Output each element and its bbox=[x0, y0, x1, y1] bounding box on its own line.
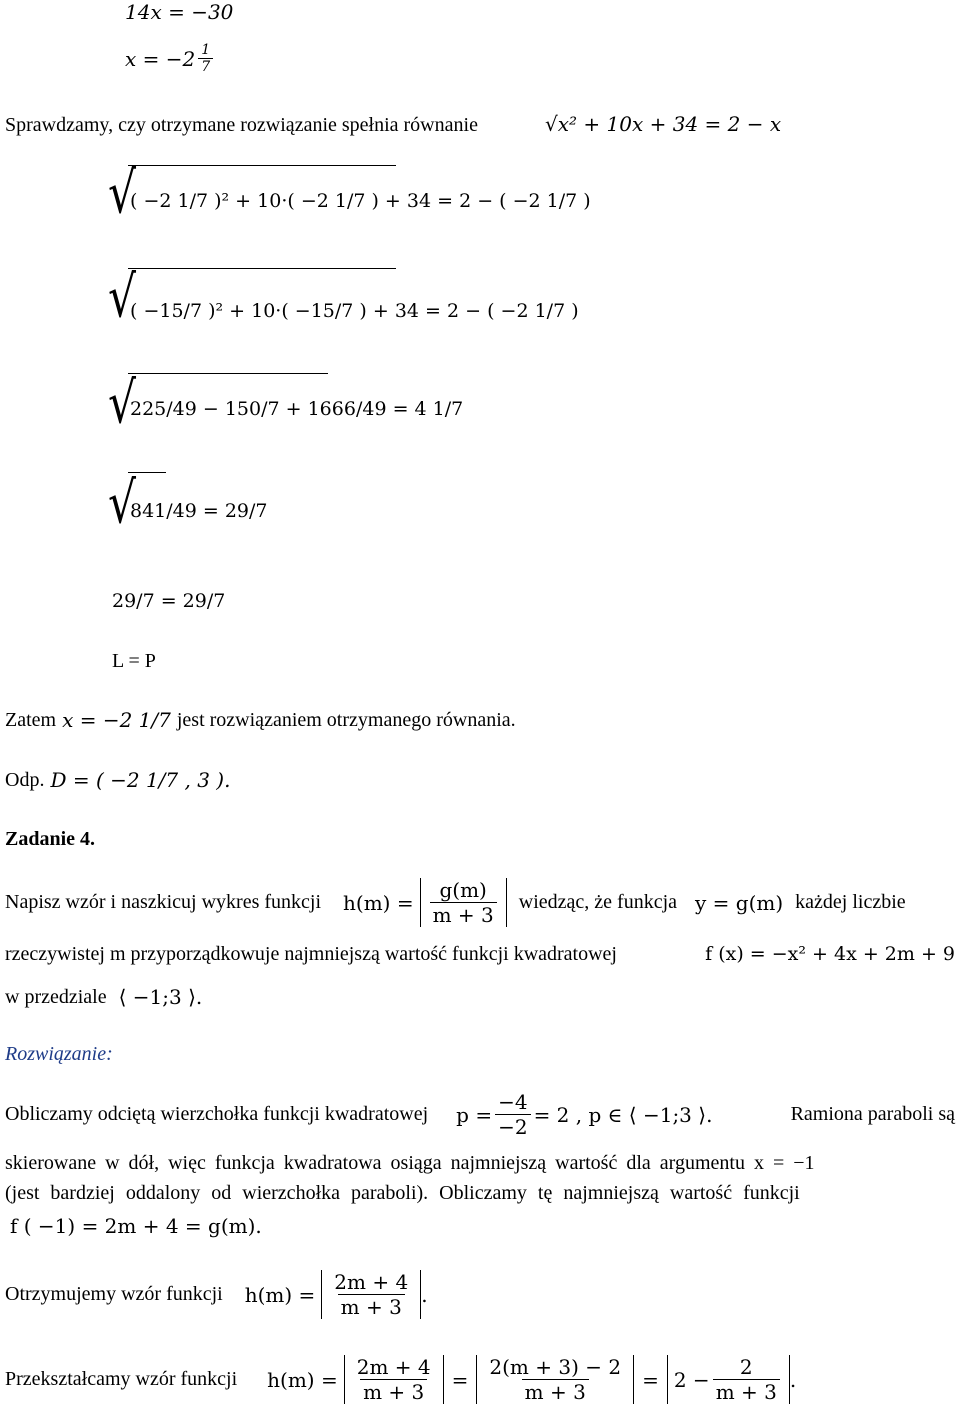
equation-x-value bbox=[125, 42, 216, 75]
sqrt-icon: √ bbox=[108, 470, 137, 537]
solution-text: Obliczamy odciętą wierzchołka funkcji kwadratowej bbox=[5, 1103, 429, 1125]
denominator: m + 3 bbox=[360, 1379, 427, 1404]
numerator: 2m + 4 bbox=[334, 1270, 409, 1294]
task-line-1 bbox=[5, 878, 906, 927]
fraction bbox=[331, 1270, 411, 1319]
check-row-4: 841/49 = 29/7 bbox=[130, 500, 268, 522]
fraction bbox=[495, 1090, 530, 1139]
task-text: Napisz wzór i naszkicuj wykres funkcji bbox=[5, 891, 322, 913]
solution-text: Przekształcamy wzór funkcji bbox=[5, 1368, 238, 1390]
conclusion-suffix: jest rozwiązaniem otrzymanego równania. bbox=[176, 708, 516, 731]
task-title: Zadanie 4. bbox=[5, 828, 96, 850]
solution-line-2: skierowane w dół, więc funkcja kwadratowa osiąga najmniejszą wartość dla argumentu x = −1 bbox=[5, 1152, 815, 1174]
denominator: m + 3 bbox=[430, 902, 497, 927]
f-function: f (x) = −x² + 4x + 2m + 9 bbox=[705, 943, 955, 965]
denominator: m + 3 bbox=[338, 1294, 405, 1319]
denominator: −2 bbox=[495, 1114, 530, 1139]
check-intro: Sprawdzamy, czy otrzymane rozwiązanie spełnia równanie bbox=[5, 114, 478, 136]
solution-line-1 bbox=[5, 1090, 955, 1139]
h-function: h(m) = bbox=[343, 890, 414, 915]
answer-math: D = ( −2 1/7 , 3 ). bbox=[50, 768, 231, 792]
check-row-3: 225/49 − 150/7 + 1666/49 = 4 1/7 bbox=[130, 398, 464, 420]
denominator: 7 bbox=[198, 58, 213, 75]
denominator: m + 3 bbox=[713, 1379, 780, 1404]
check-equation: √x² + 10x + 34 = 2 − x bbox=[545, 112, 782, 136]
h-function: h(m) = bbox=[267, 1367, 338, 1392]
answer-line bbox=[5, 768, 230, 792]
task-line-2 bbox=[5, 943, 955, 966]
task-line-3 bbox=[5, 985, 202, 1009]
task-text: rzeczywistej m przyporządkowuje najmniejszą wartość funkcji kwadratowej bbox=[5, 943, 617, 965]
h-function: h(m) = bbox=[244, 1282, 316, 1307]
numerator: 2 bbox=[739, 1355, 753, 1379]
task-text: w przedziale bbox=[5, 985, 107, 1008]
absolute-value bbox=[667, 1355, 790, 1404]
check-row-1: ( −2 1/7 )² + 10·( −2 1/7 ) + 34 = 2 − ( −2 1/7 ) bbox=[130, 190, 591, 212]
solution-line-4: f ( −1) = 2m + 4 = g(m). bbox=[10, 1214, 262, 1238]
sqrt-icon: √ bbox=[108, 264, 137, 331]
absolute-value bbox=[420, 878, 507, 927]
denominator: m + 3 bbox=[522, 1379, 589, 1404]
interval: ⟨ −1;3 ⟩. bbox=[118, 985, 203, 1009]
fraction bbox=[198, 42, 213, 75]
solution-text: Otrzymujemy wzór funkcji bbox=[5, 1283, 223, 1305]
solution-text: Ramiona paraboli są bbox=[790, 1103, 955, 1125]
vertex-result: = 2 , p ∈ ⟨ −1;3 ⟩. bbox=[533, 1102, 713, 1127]
solution-line-6: Przekształcamy wzór funkcji h(m) = $\frac{2m + 4}{m + 3}$ = $\frac{2(m + 3) - 2}{m + 3}$ = 2 − $\frac{2}{m + 3}$ . bbox=[5, 1355, 797, 1404]
fraction bbox=[713, 1355, 780, 1404]
constant-term: 2 − bbox=[673, 1367, 710, 1392]
solution-line-3: (jest bardziej oddalony od wierzchołka paraboli). Obliczamy tę najmniejszą wartość funkcji bbox=[5, 1182, 800, 1204]
solution-label: Rozwiązanie: bbox=[5, 1043, 113, 1065]
absolute-value bbox=[321, 1270, 421, 1319]
fraction bbox=[430, 878, 497, 927]
sqrt-icon: √ bbox=[108, 160, 137, 227]
vertex-p: p = bbox=[456, 1102, 493, 1127]
conclusion-line bbox=[5, 708, 516, 732]
task-text: każdej liczbie bbox=[795, 891, 906, 913]
conclusion-math: x = −2 1/7 bbox=[62, 708, 171, 732]
numerator: g(m) bbox=[439, 878, 487, 902]
sqrt-bar bbox=[128, 165, 396, 166]
solution-line-5: Otrzymujemy wzór funkcji h(m) = $\frac{2m + 4}{m + 3}$ . bbox=[5, 1270, 428, 1319]
numerator: 2(m + 3) − 2 bbox=[489, 1355, 622, 1379]
task-text: wiedząc, że funkcja bbox=[518, 891, 677, 913]
answer-label: Odp. bbox=[5, 768, 45, 791]
g-function: y = g(m) bbox=[695, 890, 784, 915]
numerator: −4 bbox=[498, 1090, 528, 1114]
eq2-prefix: x = −2 bbox=[125, 46, 196, 71]
fraction bbox=[486, 1355, 624, 1404]
absolute-value bbox=[476, 1355, 634, 1404]
numerator: 2m + 4 bbox=[356, 1355, 431, 1379]
sqrt-icon: √ bbox=[108, 370, 137, 437]
sqrt-bar bbox=[128, 268, 396, 269]
check-row-5: 29/7 = 29/7 bbox=[112, 590, 226, 612]
sqrt-bar bbox=[128, 373, 328, 374]
check-row-2: ( −15/7 )² + 10·( −15/7 ) + 34 = 2 − ( −2 1/7 ) bbox=[130, 300, 579, 322]
equation-14x: 14x = −30 bbox=[125, 0, 234, 24]
fraction bbox=[354, 1355, 434, 1404]
conclusion-prefix: Zatem bbox=[5, 708, 57, 731]
lhs-equals-rhs: L = P bbox=[112, 650, 156, 672]
numerator: 1 bbox=[201, 42, 211, 58]
absolute-value bbox=[344, 1355, 444, 1404]
